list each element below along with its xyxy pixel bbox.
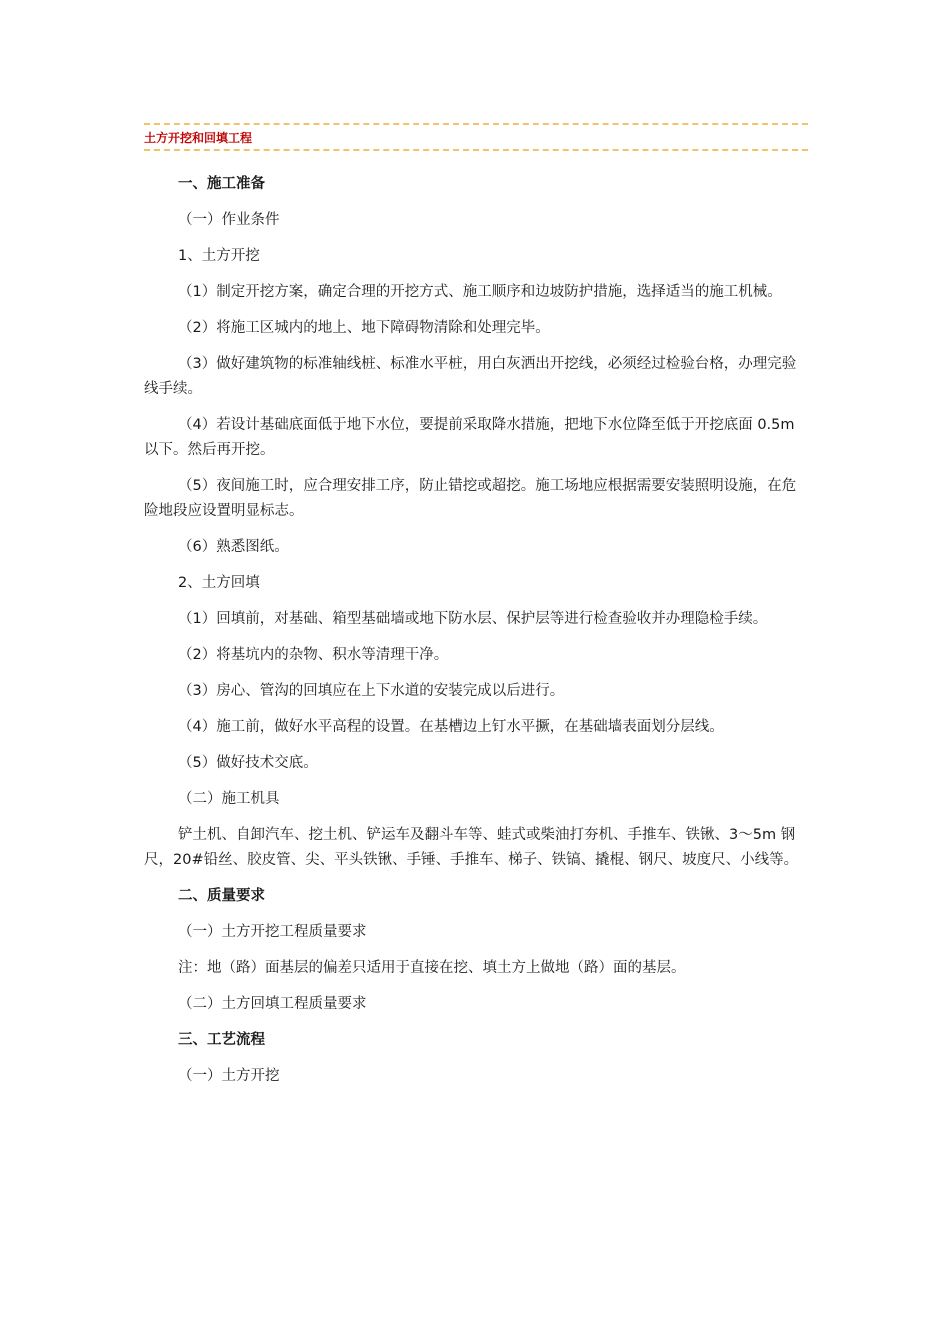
paragraph: 铲土机、自卸汽车、挖土机、铲运车及翻斗车等、蛙式或柴油打夯机、手推车、铁锹、3～5m 钢尺，20#铅丝、胶皮管、尖、平头铁锹、手锤、手推车、梯子、铁镐、撬棍、钢尺、坡度尺、小线等。 xyxy=(144,827,799,868)
item-heading: 1、土方开挖 xyxy=(178,248,260,264)
paragraph: （4）施工前，做好水平高程的设置。在基槽边上钉水平撅，在基础墙表面划分层线。 xyxy=(178,719,724,735)
paragraph: （5）做好技术交底。 xyxy=(178,755,318,771)
subsection-heading: （一）土方开挖 xyxy=(178,1068,280,1084)
paragraph: （2）将施工区城内的地上、地下障碍物清除和处理完毕。 xyxy=(178,320,550,336)
subsection-heading: （二）土方回填工程质量要求 xyxy=(178,996,367,1012)
section-heading: 二、质量要求 xyxy=(178,888,265,904)
subsection-heading: （二）施工机具 xyxy=(178,791,280,807)
paragraph: （4）若设计基础底面低于地下水位，要提前采取降水措施，把地下水位降至低于开挖底面 0.5m 以下。然后再开挖。 xyxy=(144,417,795,458)
subsection-heading: （一）作业条件 xyxy=(178,212,280,228)
paragraph: （2）将基坑内的杂物、积水等清理干净。 xyxy=(178,647,449,663)
note-paragraph: 注：地（路）面基层的偏差只适用于直接在挖、填土方上做地（路）面的基层。 xyxy=(178,960,686,976)
paragraph: （6）熟悉图纸。 xyxy=(178,539,289,555)
title-bottom-divider xyxy=(144,149,808,151)
item-heading: 2、土方回填 xyxy=(178,575,260,591)
paragraph: （5）夜间施工时，应合理安排工序，防止错挖或超挖。施工场地应根据需要安装照明设施，在危险地段应设置明显标志。 xyxy=(144,478,797,519)
section-heading: 一、施工准备 xyxy=(178,176,265,192)
subsection-heading: （一）土方开挖工程质量要求 xyxy=(178,924,367,940)
section-heading: 三、工艺流程 xyxy=(178,1032,265,1048)
title-bar xyxy=(144,120,808,154)
paragraph: （3）做好建筑物的标准轴线桩、标准水平桩，用白灰洒出开挖线，必须经过检验台格，办理完验线手续。 xyxy=(144,356,797,397)
paragraph: （1）回填前，对基础、箱型基础墙或地下防水层、保护层等进行检查验收并办理隐检手续。 xyxy=(178,611,768,627)
document-title: 土方开挖和回填工程 xyxy=(144,131,253,145)
paragraph: （3）房心、管沟的回填应在上下水道的安装完成以后进行。 xyxy=(178,683,565,699)
document-body xyxy=(144,172,808,1100)
title-top-divider xyxy=(144,123,808,125)
paragraph: （1）制定开挖方案，确定合理的开挖方式、施工顺序和边坡防护措施，选择适当的施工机械。 xyxy=(178,284,782,300)
